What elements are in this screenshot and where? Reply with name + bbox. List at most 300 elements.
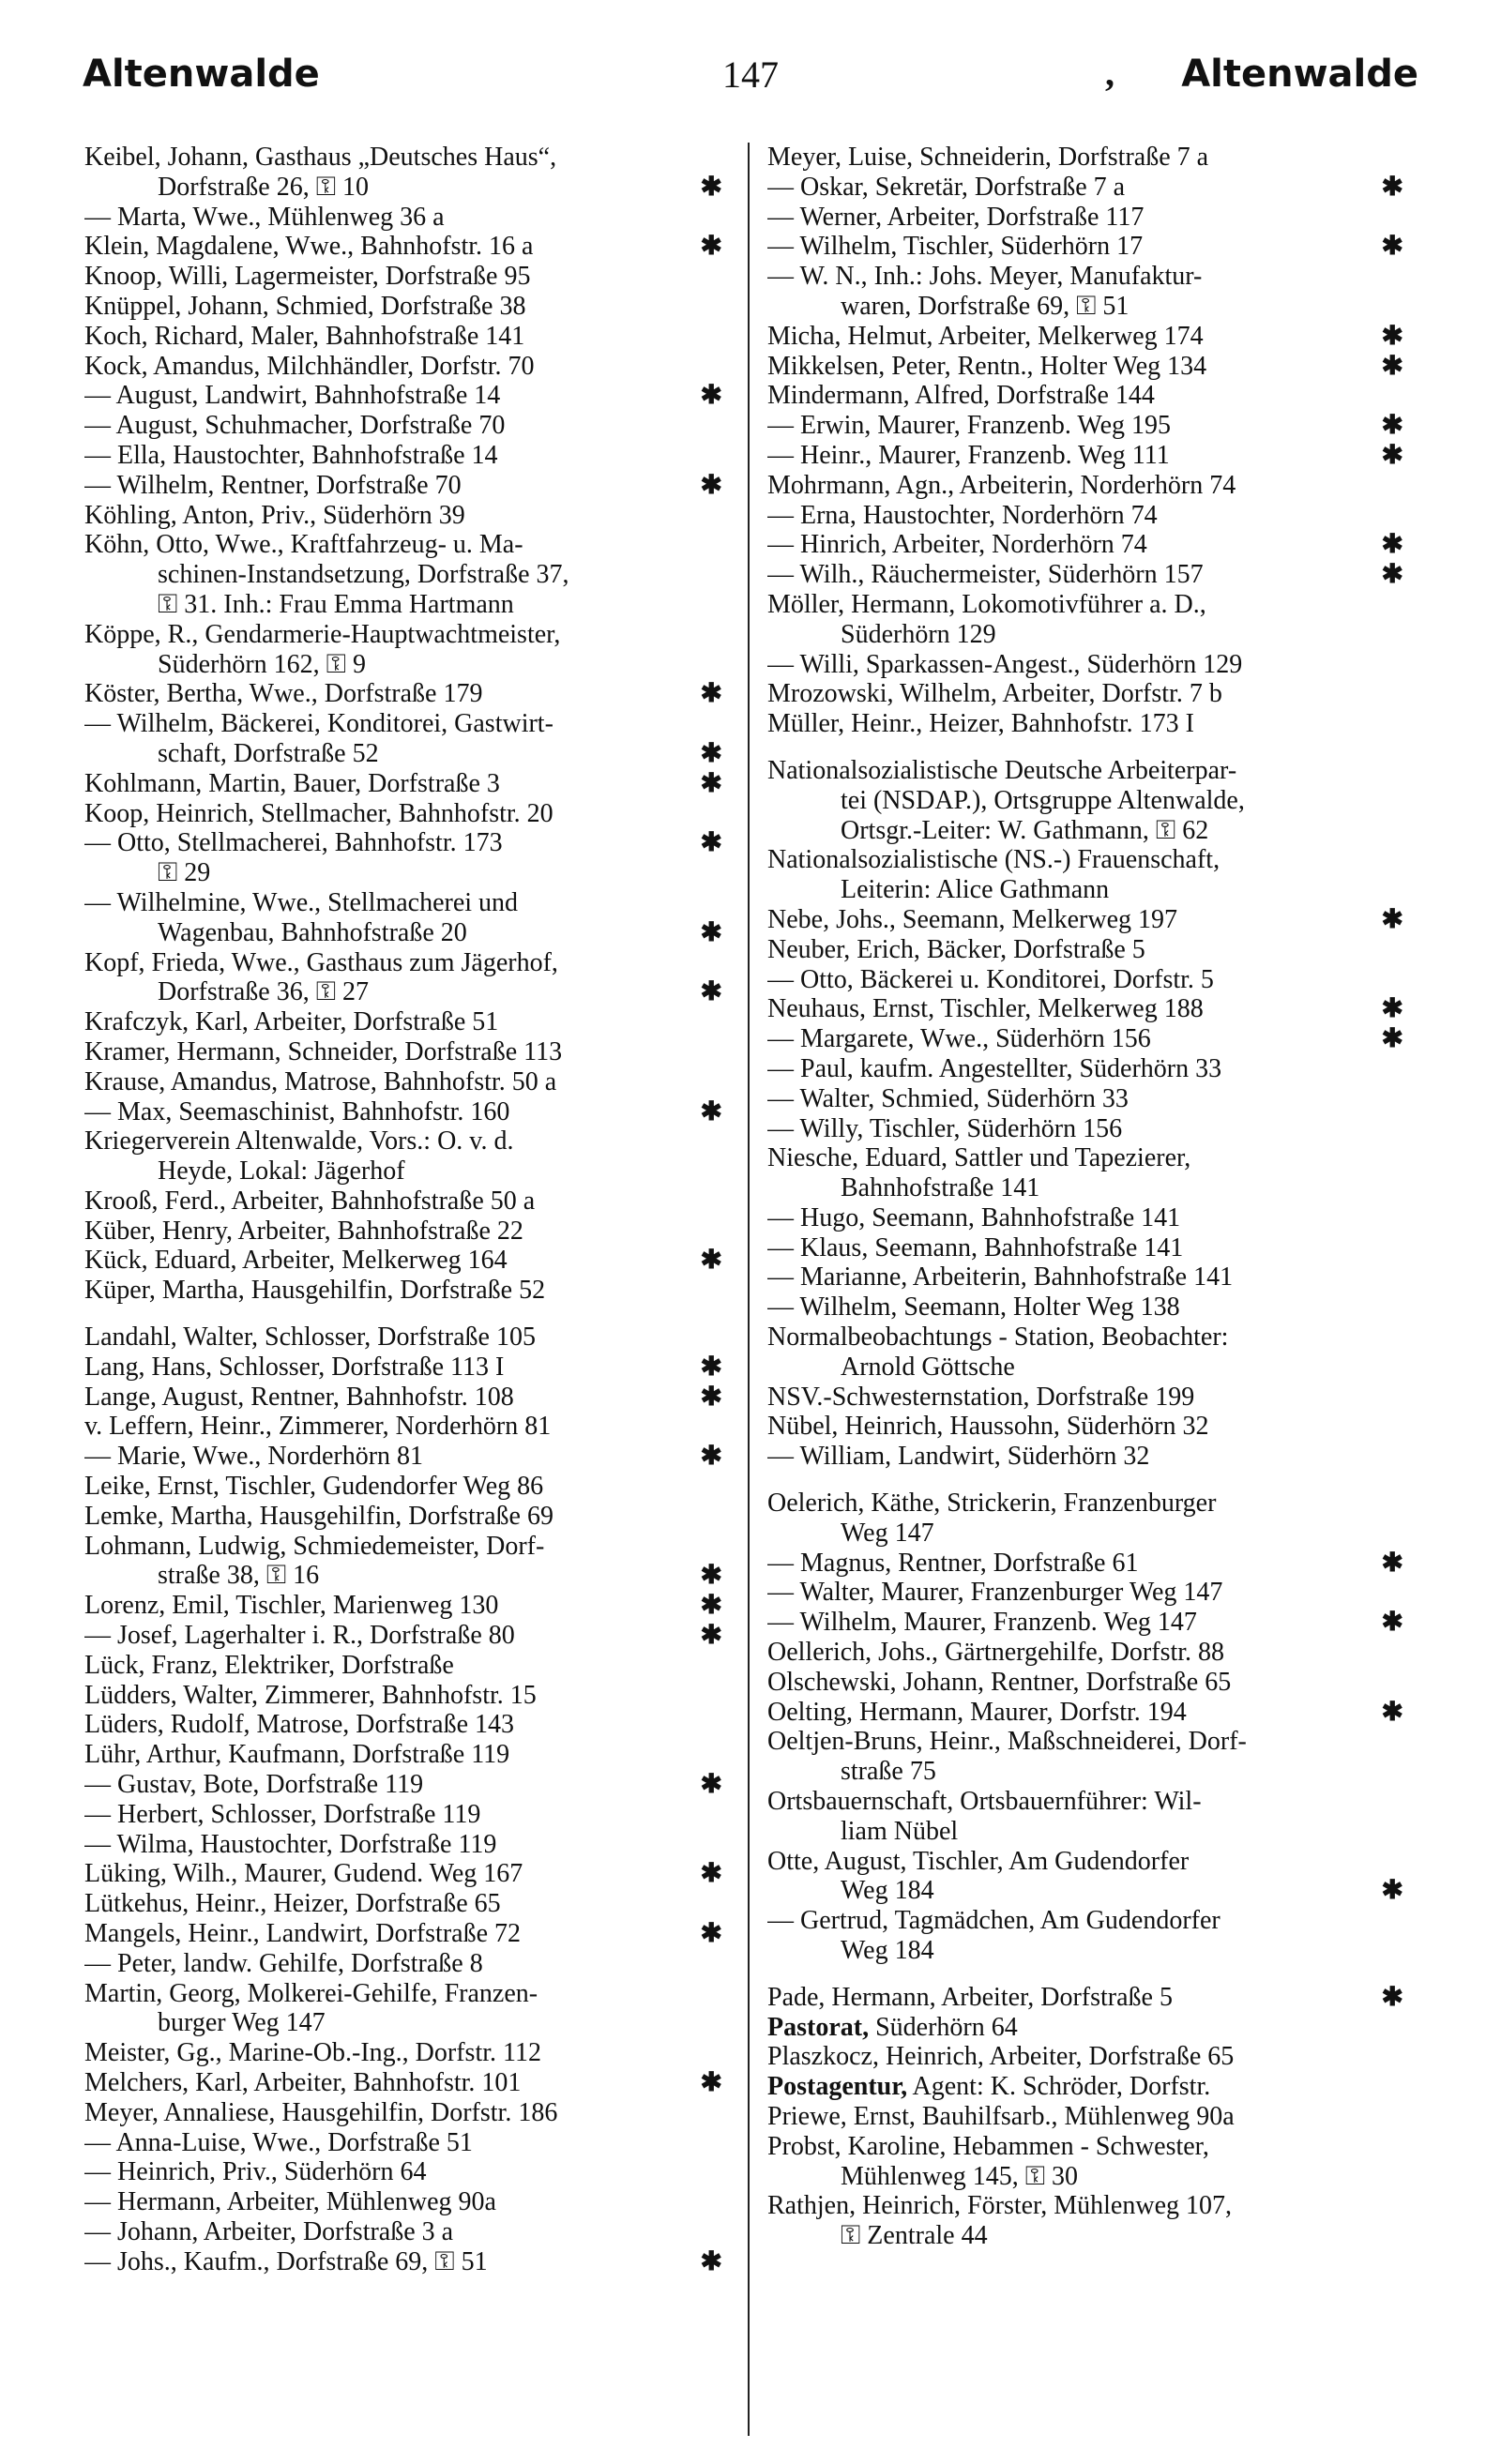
entry-text: — Marie, Wwe., Norderhörn 81 (84, 1442, 424, 1472)
entry-text: Leiterin: Alice Gathmann (841, 875, 1110, 905)
directory-entry-line (84, 2247, 728, 2277)
directory-entry-line (767, 232, 1409, 262)
entry-text: — Margarete, Wwe., Süderhörn 156 (767, 1024, 1151, 1054)
entry-text: Lütkehus, Heinr., Heizer, Dorfstraße 65 (84, 1889, 501, 1919)
entry-text: liam Nübel (841, 1816, 959, 1846)
column-divider (748, 143, 750, 2436)
entry-text: — Gertrud, Tagmädchen, Am Gudendorfer (767, 1906, 1221, 1936)
entry-text: v. Leffern, Heinr., Zimmerer, Norderhörn 81 (84, 1412, 552, 1442)
entry-text: Kriegerverein Altenwalde, Vors.: O. v. d. (84, 1126, 514, 1156)
entry-text: Ortsbauernschaft, Ortsbauernführer: Wil- (767, 1787, 1202, 1817)
entry-text: Arnold Göttsche (841, 1352, 1015, 1382)
directory-entry-line (84, 530, 728, 560)
directory-entry-line (767, 471, 1409, 501)
directory-entry-line (84, 501, 728, 531)
directory-entry-line (84, 1126, 728, 1156)
directory-entry-line (767, 2191, 1409, 2221)
entry-text: Kück, Eduard, Arbeiter, Melkerweg 164 (84, 1246, 508, 1276)
entry-text: — Heinr., Maurer, Franzenb. Weg 111 (767, 440, 1170, 470)
directory-entry-line (84, 620, 728, 650)
directory-entry-line (84, 977, 728, 1007)
directory-entry-line (767, 1578, 1409, 1608)
telephone-star-icon: ✱ (700, 2068, 722, 2097)
entry-text: straße 75 (841, 1757, 936, 1787)
entry-text: — W. N., Inh.: Johs. Meyer, Manufaktur- (767, 262, 1203, 292)
entry-text: Möller, Hermann, Lokomotivführer a. D., (767, 589, 1206, 619)
directory-entry-line (767, 1906, 1409, 1936)
entry-text: Heyde, Lokal: Jägerhof (158, 1156, 405, 1187)
entry-text: Oeltjen-Bruns, Heinr., Maßschneiderei, Dorf- (767, 1727, 1247, 1757)
directory-entry-line (84, 1383, 728, 1413)
directory-entry-line (767, 203, 1409, 233)
directory-entry-line (84, 2098, 728, 2128)
entry-text: Weg 184 (841, 1936, 934, 1966)
entry-text: Neuber, Erich, Bäcker, Dorfstraße 5 (767, 934, 1145, 964)
entry-text: Mohrmann, Agn., Arbeiterin, Norderhörn 74 (767, 470, 1236, 500)
entry-text: — Heinrich, Priv., Süderhörn 64 (84, 2157, 427, 2187)
entry-text: — Johs., Kaufm., Dorfstraße 69, ⚿ 51 (84, 2246, 488, 2276)
telephone-star-icon: ✱ (1381, 440, 1403, 470)
entry-text: — Wilhelm, Tischler, Süderhörn 17 (767, 232, 1144, 262)
directory-entry-line (767, 1698, 1409, 1728)
telephone-star-icon: ✱ (700, 1859, 722, 1889)
directory-entry-line (767, 2102, 1409, 2132)
entry-text: Lorenz, Emil, Tischler, Marienweg 130 (84, 1591, 499, 1621)
entry-text: Dorfstraße 36, ⚿ 27 (158, 977, 370, 1007)
directory-entry-line (84, 2187, 728, 2217)
entry-text: Lange, August, Rentner, Bahnhofstr. 108 (84, 1382, 514, 1412)
telephone-star-icon: ✱ (700, 1352, 722, 1382)
directory-entry-line (767, 1203, 1409, 1233)
telephone-star-icon: ✱ (1381, 560, 1403, 590)
entry-text: Lüking, Wilh., Maurer, Gudend. Weg 167 (84, 1859, 523, 1889)
entry-text: — Werner, Arbeiter, Dorfstraße 117 (767, 202, 1145, 232)
entry-text: Kohlmann, Martin, Bauer, Dorfstraße 3 (84, 768, 500, 798)
entry-text: — Josef, Lagerhalter i. R., Dorfstraße 80 (84, 1621, 515, 1651)
left-column (84, 143, 728, 2277)
telephone-star-icon: ✱ (1381, 1982, 1403, 2012)
telephone-star-icon: ✱ (1381, 351, 1403, 381)
entry-text: — Oskar, Sekretär, Dorfstraße 7 a (767, 172, 1126, 202)
telephone-star-icon: ✱ (700, 828, 722, 858)
telephone-star-icon: ✱ (1381, 1697, 1403, 1727)
directory-entry-line (767, 1353, 1409, 1383)
entry-text: Köppe, R., Gendarmerie-Hauptwachtmeister, (84, 619, 561, 649)
telephone-star-icon: ✱ (1381, 1024, 1403, 1054)
entry-text: Krause, Amandus, Matrose, Bahnhofstr. 50 a (84, 1066, 557, 1096)
directory-entry-line (84, 232, 728, 262)
directory-entry-line (84, 471, 728, 501)
telephone-star-icon: ✱ (700, 1770, 722, 1800)
telephone-star-icon: ✱ (700, 977, 722, 1007)
directory-entry-line (84, 590, 728, 620)
telephone-star-icon: ✱ (700, 1561, 722, 1591)
entry-text: Weg 184 (841, 1876, 934, 1906)
directory-entry-line (84, 858, 728, 888)
telephone-star-icon: ✱ (1381, 232, 1403, 262)
directory-entry-line (767, 2162, 1409, 2192)
entry-text: Meyer, Annaliese, Hausgehilfin, Dorfstr. 186 (84, 2097, 558, 2127)
directory-entry-line (767, 1936, 1409, 1966)
directory-entry-line (767, 143, 1409, 173)
directory-entry-line (84, 203, 728, 233)
directory-entry-line (84, 2128, 728, 2158)
directory-entry-line (767, 1412, 1409, 1442)
directory-entry-line (767, 1817, 1409, 1847)
directory-entry-line (767, 1847, 1409, 1877)
telephone-star-icon: ✱ (700, 381, 722, 411)
entry-text: Meister, Gg., Marine-Ob.-Ing., Dorfstr. 112 (84, 2038, 541, 2068)
telephone-star-icon: ✱ (1381, 994, 1403, 1024)
entry-text: — Hinrich, Arbeiter, Norderhörn 74 (767, 530, 1147, 560)
directory-entry-line (84, 1770, 728, 1800)
entry-text: NSV.-Schwesternstation, Dorfstraße 199 (767, 1382, 1195, 1412)
entry-text: Leike, Ernst, Tischler, Gudendorfer Weg 86 (84, 1472, 544, 1502)
entry-text: Probst, Karoline, Hebammen - Schwester, (767, 2131, 1209, 2161)
directory-entry-line (84, 650, 728, 680)
entry-text: Landahl, Walter, Schlosser, Dorfstraße 105 (84, 1323, 536, 1353)
page-number: 147 (722, 53, 779, 96)
directory-entry-line (767, 2132, 1409, 2162)
directory-entry-line (84, 1979, 728, 2009)
entry-text (767, 2072, 1409, 2102)
entry-text: Müller, Heinr., Heizer, Bahnhofstr. 173 I (767, 709, 1194, 739)
telephone-star-icon: ✱ (1381, 1608, 1403, 1638)
telephone-star-icon: ✱ (700, 738, 722, 768)
directory-entry-line (84, 1800, 728, 1830)
entry-text: Köster, Bertha, Wwe., Dorfstraße 179 (84, 679, 483, 709)
header-comma: , (1105, 52, 1114, 94)
entry-text: Koch, Richard, Maler, Bahnhofstraße 141 (84, 321, 525, 351)
entry-text: tei (NSDAP.), Ortsgruppe Altenwalde, (841, 785, 1245, 815)
directory-entry-line (767, 1114, 1409, 1144)
directory-entry-line (84, 1037, 728, 1067)
directory-entry-line (767, 1262, 1409, 1292)
telephone-star-icon: ✱ (1381, 411, 1403, 441)
directory-entry-line (84, 1830, 728, 1860)
entry-text: — Paul, kaufm. Angestellter, Süderhörn 33 (767, 1053, 1222, 1083)
entry-text: Mikkelsen, Peter, Rentn., Holter Weg 134 (767, 351, 1207, 381)
directory-entry-line (767, 2013, 1409, 2043)
entry-text: Lück, Franz, Elektriker, Dorfstraße (84, 1650, 454, 1680)
directory-entry-line (84, 1353, 728, 1383)
directory-entry-line (84, 1651, 728, 1681)
running-title-left: Altenwalde (83, 53, 320, 96)
entry-text: Oelting, Hermann, Maurer, Dorfstr. 194 (767, 1697, 1187, 1727)
entry-text: Lohmann, Ludwig, Schmiedemeister, Dorf- (84, 1531, 545, 1561)
directory-entry-line (767, 1292, 1409, 1323)
entry-text: Micha, Helmut, Arbeiter, Melkerweg 174 (767, 321, 1204, 351)
telephone-star-icon: ✱ (700, 1246, 722, 1276)
entry-text: Otte, August, Tischler, Am Gudendorfer (767, 1846, 1190, 1876)
directory-entry-line (84, 381, 728, 411)
entry-text: — Wilhelm, Bäckerei, Konditorei, Gastwirt- (84, 709, 553, 739)
entry-text: Olschewski, Johann, Rentner, Dorfstraße 65 (767, 1667, 1232, 1697)
entry-text: — Gustav, Bote, Dorfstraße 119 (84, 1770, 424, 1800)
directory-entry-line (767, 1489, 1409, 1519)
directory-entry-line (84, 1889, 728, 1919)
directory-entry-line (84, 143, 728, 173)
directory-entry-line (84, 888, 728, 918)
telephone-star-icon: ✱ (1381, 1876, 1403, 1906)
directory-entry-line (767, 935, 1409, 965)
telephone-star-icon: ✱ (700, 1442, 722, 1472)
entry-text: — Max, Seemaschinist, Bahnhofstr. 160 (84, 1096, 510, 1126)
telephone-star-icon: ✱ (700, 1591, 722, 1621)
entry-text: Klein, Magdalene, Wwe., Bahnhofstr. 16 a (84, 232, 534, 262)
directory-entry-line (767, 650, 1409, 680)
entry-text (767, 2013, 1409, 2043)
directory-entry-line (767, 2042, 1409, 2072)
entry-rest: Süderhörn 64 (869, 2012, 1018, 2042)
directory-entry-line (767, 1323, 1409, 1353)
directory-entry-line (84, 411, 728, 441)
entry-text: Lang, Hans, Schlosser, Dorfstraße 113 I (84, 1352, 505, 1382)
directory-entry-line (767, 709, 1409, 739)
directory-entry-line (84, 1187, 728, 1217)
directory-entry-line (767, 786, 1409, 816)
directory-entry-line (767, 441, 1409, 471)
entry-text: Dorfstraße 26, ⚿ 10 (158, 172, 370, 202)
entry-text: — Wilhelm, Rentner, Dorfstraße 70 (84, 470, 462, 500)
entry-text: — Erna, Haustochter, Norderhörn 74 (767, 500, 1158, 530)
directory-entry-line (767, 322, 1409, 352)
telephone-star-icon: ✱ (700, 1919, 722, 1949)
entry-text: Meyer, Luise, Schneiderin, Dorfstraße 7 a (767, 143, 1209, 172)
entry-text: ⚿ Zentrale 44 (841, 2221, 988, 2251)
entry-text: — William, Landwirt, Süderhörn 32 (767, 1442, 1150, 1472)
directory-entry-line (767, 1876, 1409, 1906)
telephone-star-icon: ✱ (1381, 321, 1403, 351)
entry-text: — Hermann, Arbeiter, Mühlenweg 90a (84, 2187, 496, 2217)
entry-text: Küber, Henry, Arbeiter, Bahnhofstraße 22 (84, 1216, 523, 1246)
directory-entry-line (767, 1054, 1409, 1084)
directory-entry-line (84, 1217, 728, 1247)
directory-entry-line (84, 1276, 728, 1306)
entry-text: — Marta, Wwe., Mühlenweg 36 a (84, 202, 445, 232)
telephone-star-icon: ✱ (700, 232, 722, 262)
entry-bold-name: Pastorat, (767, 2012, 870, 2042)
entry-text: Süderhörn 162, ⚿ 9 (158, 649, 366, 679)
entry-text: — Walter, Schmied, Süderhörn 33 (767, 1083, 1129, 1113)
entry-text: — Walter, Maurer, Franzenburger Weg 147 (767, 1578, 1223, 1608)
entry-text: Mangels, Heinr., Landwirt, Dorfstraße 72 (84, 1919, 521, 1949)
directory-entry-line (767, 560, 1409, 590)
entry-text: Niesche, Eduard, Sattler und Tapezierer, (767, 1143, 1191, 1173)
entry-text: Bahnhofstraße 141 (841, 1173, 1040, 1203)
directory-entry-line (767, 590, 1409, 620)
directory-entry-line (84, 560, 728, 590)
directory-entry-line (767, 411, 1409, 441)
directory-entry-line (767, 620, 1409, 650)
entry-text: Köhn, Otto, Wwe., Kraftfahrzeug- u. Ma- (84, 530, 523, 560)
directory-entry-line (84, 769, 728, 799)
directory-entry-line (767, 1173, 1409, 1203)
entry-text: ⚿ 29 (158, 858, 211, 888)
entry-text: Ortsgr.-Leiter: W. Gathmann, ⚿ 62 (841, 815, 1209, 845)
directory-entry-line (767, 1668, 1409, 1698)
entry-text: — Magnus, Rentner, Dorfstraße 61 (767, 1548, 1139, 1578)
entry-text: Knüppel, Johann, Schmied, Dorfstraße 38 (84, 291, 526, 321)
telephone-star-icon: ✱ (700, 1096, 722, 1126)
entry-text: schaft, Dorfstraße 52 (158, 738, 379, 768)
entry-text: Wagenbau, Bahnhofstraße 20 (158, 917, 467, 947)
directory-entry-line (84, 1919, 728, 1949)
directory-entry-line (84, 173, 728, 203)
entry-text: Nationalsozialistische (NS.-) Frauenschaft, (767, 845, 1221, 875)
directory-entry-line (84, 799, 728, 829)
entry-text: Süderhörn 129 (841, 619, 996, 649)
entry-text: Lüdders, Walter, Zimmerer, Bahnhofstr. 15 (84, 1680, 537, 1710)
telephone-star-icon: ✱ (700, 2246, 722, 2276)
directory-entry-line (767, 501, 1409, 531)
directory-entry-line (84, 1532, 728, 1562)
telephone-star-icon: ✱ (1381, 172, 1403, 202)
directory-entry-line (767, 2221, 1409, 2251)
entry-text: Lühr, Arthur, Kaufmann, Dorfstraße 119 (84, 1740, 510, 1770)
directory-entry-line (84, 1246, 728, 1276)
directory-entry-line (84, 441, 728, 471)
directory-entry-line (84, 1591, 728, 1621)
directory-entry-line (84, 1740, 728, 1770)
directory-entry-line (767, 352, 1409, 382)
entry-text: burger Weg 147 (158, 2008, 326, 2038)
directory-entry-line (767, 1787, 1409, 1817)
entry-text: Weg 147 (841, 1518, 934, 1548)
running-title-right: Altenwalde (1181, 53, 1418, 96)
entry-text: Oelerich, Käthe, Strickerin, Franzenburger (767, 1489, 1217, 1519)
entry-text: — Willi, Sparkassen-Angest., Süderhörn 129 (767, 649, 1243, 679)
directory-entry-line (84, 2038, 728, 2068)
directory-entry-line (84, 1097, 728, 1127)
directory-entry-line (84, 918, 728, 948)
directory-entry-line (84, 262, 728, 292)
entry-text: — Wilh., Räuchermeister, Süderhörn 157 (767, 560, 1204, 590)
directory-entry-line (84, 1442, 728, 1472)
entry-text: Plaszkocz, Heinrich, Arbeiter, Dorfstraße 65 (767, 2042, 1235, 2072)
entry-text: waren, Dorfstraße 69, ⚿ 51 (841, 291, 1130, 321)
directory-entry-line (84, 1067, 728, 1097)
directory-entry-line (84, 1710, 728, 1740)
entry-text: Melchers, Karl, Arbeiter, Bahnhofstr. 101 (84, 2068, 522, 2097)
entry-text: — Peter, landw. Gehilfe, Dorfstraße 8 (84, 1948, 483, 1978)
entry-text: Nebe, Johs., Seemann, Melkerweg 197 (767, 904, 1178, 934)
telephone-star-icon: ✱ (700, 768, 722, 798)
page-header (83, 45, 1418, 101)
directory-entry-line (767, 1549, 1409, 1579)
directory-entry-line (767, 994, 1409, 1024)
directory-entry-line (84, 2157, 728, 2187)
directory-entry-line (767, 262, 1409, 292)
directory-entry-line (767, 292, 1409, 322)
telephone-star-icon: ✱ (700, 1621, 722, 1651)
directory-entry-line (84, 1949, 728, 1979)
entry-text: — August, Schuhmacher, Dorfstraße 70 (84, 411, 506, 441)
telephone-star-icon: ✱ (1381, 530, 1403, 560)
entry-text: Knoop, Willi, Lagermeister, Dorfstraße 95 (84, 262, 531, 292)
entry-text: — August, Landwirt, Bahnhofstraße 14 (84, 381, 501, 411)
entry-text: Mrozowski, Wilhelm, Arbeiter, Dorfstr. 7 b (767, 679, 1222, 709)
directory-entry-line (84, 2217, 728, 2247)
directory-entry-line (84, 2008, 728, 2038)
directory-entry-line (84, 1561, 728, 1591)
entry-text: — Ella, Haustochter, Bahnhofstraße 14 (84, 440, 498, 470)
directory-entry-line (84, 292, 728, 322)
telephone-star-icon: ✱ (700, 1382, 722, 1412)
entry-text: Kock, Amandus, Milchhändler, Dorfstr. 70 (84, 351, 535, 381)
directory-entry-line (84, 828, 728, 858)
entry-bold-name: Postagentur, (767, 2072, 908, 2102)
entry-text: ⚿ 31. Inh.: Frau Emma Hartmann (158, 589, 514, 619)
entry-text: Normalbeobachtungs - Station, Beobachter: (767, 1323, 1229, 1353)
entry-text: — Wilma, Haustochter, Dorfstraße 119 (84, 1829, 497, 1859)
directory-entry-line (84, 2068, 728, 2098)
directory-entry-line (767, 905, 1409, 935)
entry-rest: Agent: K. Schröder, Dorfstr. (907, 2072, 1211, 2102)
directory-entry-line (84, 1621, 728, 1651)
directory-entry-line (84, 709, 728, 739)
entry-text: — Otto, Stellmacherei, Bahnhofstr. 173 (84, 828, 503, 858)
entry-text: schinen-Instandsetzung, Dorfstraße 37, (158, 560, 569, 590)
entry-text: Rathjen, Heinrich, Förster, Mühlenweg 107, (767, 2191, 1233, 2221)
entry-text: — Anna-Luise, Wwe., Dorfstraße 51 (84, 2127, 473, 2157)
directory-entry-line (767, 381, 1409, 411)
entry-text: Priewe, Ernst, Bauhilfsarb., Mühlenweg 90a (767, 2102, 1235, 2131)
entry-text: — Wilhelmine, Wwe., Stellmacherei und (84, 887, 519, 917)
entry-text: — Erwin, Maurer, Franzenb. Weg 195 (767, 411, 1171, 441)
directory-entry-line (767, 1727, 1409, 1757)
directory-entry-line (84, 1502, 728, 1532)
directory-entry-line (84, 739, 728, 769)
entry-text: Neuhaus, Ernst, Tischler, Melkerweg 188 (767, 994, 1204, 1024)
entry-text: — Johann, Arbeiter, Dorfstraße 3 a (84, 2216, 454, 2246)
telephone-star-icon: ✱ (1381, 1548, 1403, 1578)
telephone-star-icon: ✱ (700, 470, 722, 500)
entry-text: Mindermann, Alfred, Dorfstraße 144 (767, 381, 1155, 411)
directory-entry-line (767, 1608, 1409, 1638)
entry-text: — Wilhelm, Maurer, Franzenb. Weg 147 (767, 1608, 1197, 1638)
telephone-star-icon: ✱ (700, 679, 722, 709)
directory-entry-line (84, 948, 728, 978)
entry-text: Koop, Heinrich, Stellmacher, Bahnhofstr. 20 (84, 798, 553, 828)
directory-entry-line (84, 1472, 728, 1502)
telephone-star-icon: ✱ (1381, 904, 1403, 934)
directory-entry-line (767, 1519, 1409, 1549)
entry-text: — Herbert, Schlosser, Dorfstraße 119 (84, 1799, 481, 1829)
entry-text: Kramer, Hermann, Schneider, Dorfstraße 113 (84, 1036, 563, 1066)
entry-text: Nübel, Heinrich, Haussohn, Süderhörn 32 (767, 1412, 1209, 1442)
telephone-star-icon: ✱ (700, 172, 722, 202)
directory-entry-line (84, 1323, 728, 1353)
directory-entry-line (767, 1983, 1409, 2013)
directory-entry-line (84, 352, 728, 382)
directory-entry-line (767, 1442, 1409, 1472)
directory-entry-line (84, 1156, 728, 1187)
entry-text: Küper, Martha, Hausgehilfin, Dorfstraße 52 (84, 1276, 546, 1306)
directory-entry-line (767, 756, 1409, 786)
entry-text: Köhling, Anton, Priv., Süderhörn 39 (84, 500, 465, 530)
entry-text: — Marianne, Arbeiterin, Bahnhofstraße 141 (767, 1262, 1234, 1292)
directory-entry-line (767, 1757, 1409, 1787)
directory-entry-line (84, 322, 728, 352)
entry-text: — Otto, Bäckerei u. Konditorei, Dorfstr. 5 (767, 964, 1214, 994)
entry-text: — Klaus, Seemann, Bahnhofstraße 141 (767, 1232, 1184, 1262)
directory-entry-line (767, 1233, 1409, 1263)
directory-entry-line (767, 816, 1409, 846)
directory-entry-line (767, 1383, 1409, 1413)
directory-entry-line (767, 845, 1409, 875)
directory-entry-line (84, 1859, 728, 1889)
